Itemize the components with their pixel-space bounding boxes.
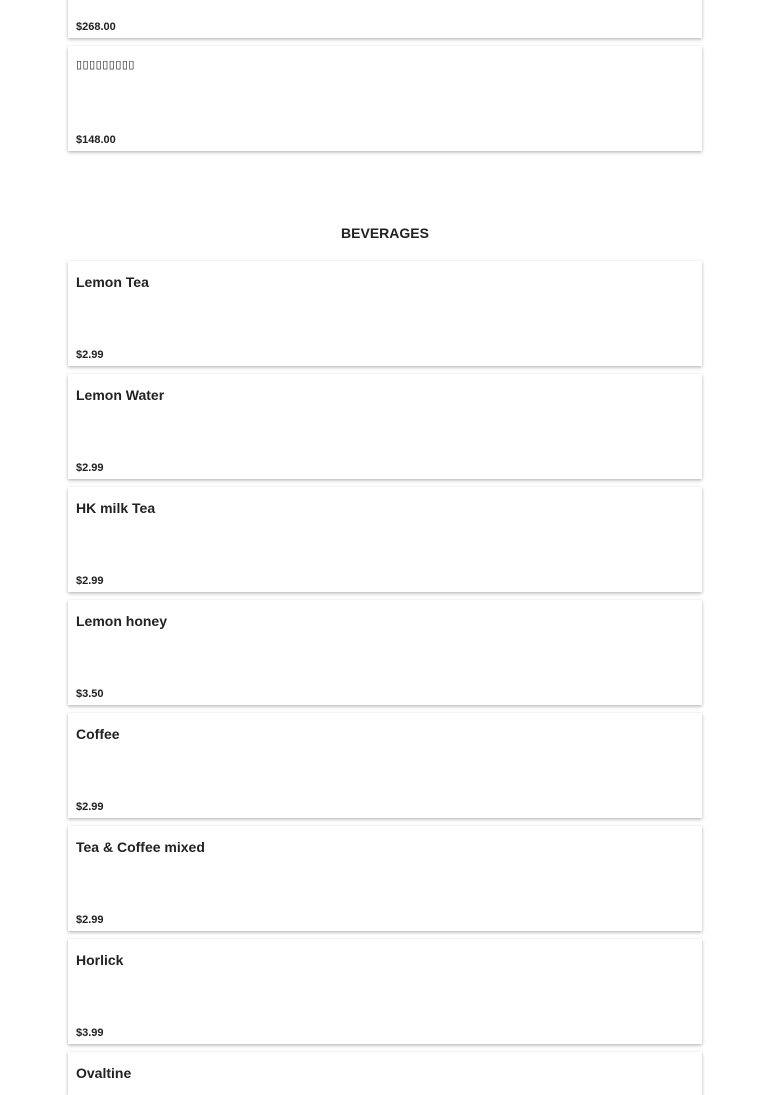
menu-item-name: Coffee [76,726,120,742]
menu-item-card[interactable] [68,46,702,151]
menu-item-price: $2.99 [76,462,104,474]
menu-item-name: Lemon Water [76,387,165,403]
menu-item-price: $2.99 [76,801,104,813]
menu-item-card[interactable] [68,487,702,592]
menu-item-price: $268.00 [76,21,116,33]
menu-item-price: $2.99 [76,914,104,926]
menu-item-card[interactable] [68,826,702,931]
menu-item-price: $2.99 [76,349,104,361]
menu-item-card[interactable] [68,261,702,366]
menu-item-price: $3.99 [76,1027,104,1039]
menu-item-card[interactable] [68,939,702,1044]
menu-item-name: Lemon honey [76,613,168,629]
menu-item-price: $2.99 [76,575,104,587]
menu-item-card[interactable] [68,0,702,38]
menu-item-name: HK milk Tea [76,500,156,516]
menu-item-name: Ovaltine [76,1065,132,1081]
menu-item-card[interactable] [68,374,702,479]
menu-item-card[interactable] [68,600,702,705]
menu-item-name: Lemon Tea [76,274,149,290]
section-title-beverages: BEVERAGES [341,225,429,241]
menu-item-name: Tea & Coffee mixed [76,839,205,855]
menu-item-price: $148.00 [76,134,116,146]
menu-item-price: $3.50 [76,688,104,700]
menu-item-card[interactable] [68,713,702,818]
menu-item-name: ▯▯▯▯▯▯▯▯▯ [76,59,135,71]
menu-item-name: Horlick [76,952,124,968]
menu-item-card[interactable] [68,1052,702,1095]
